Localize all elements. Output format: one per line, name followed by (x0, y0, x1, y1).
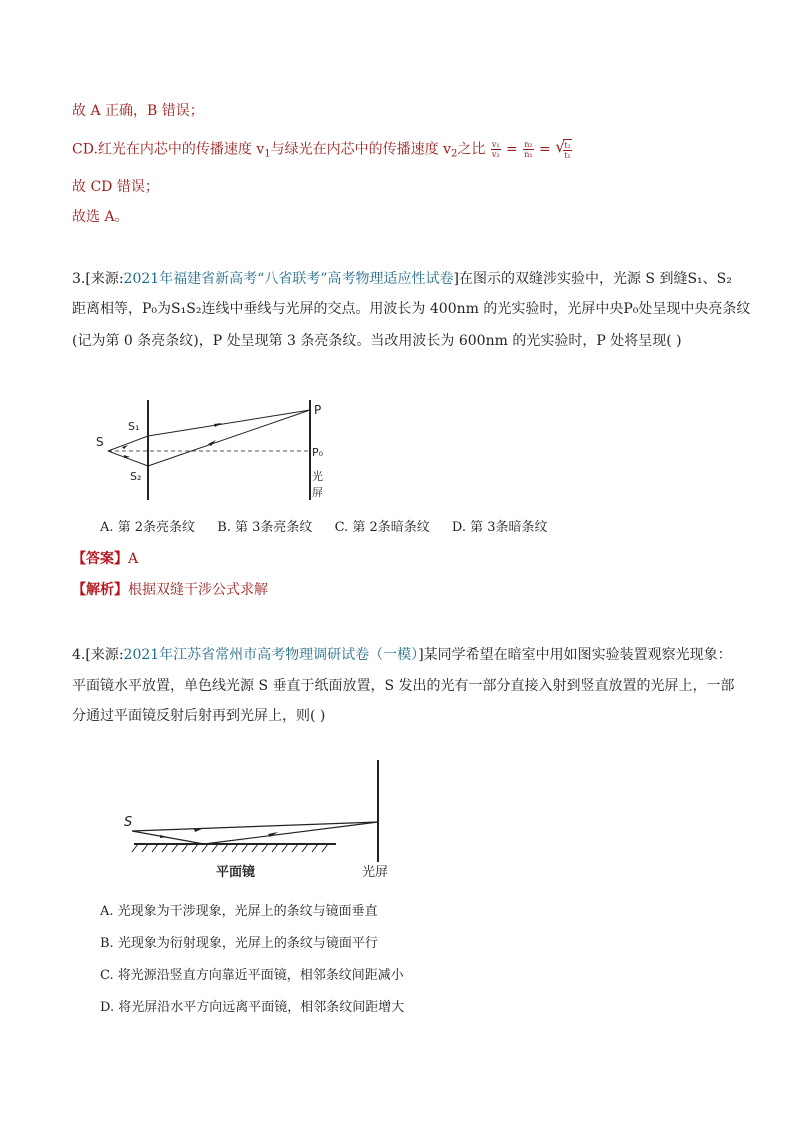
q3-answer-tag: 【答案】 (72, 551, 128, 567)
q2-cd-prefix: CD.红光在内芯中的传播速度 v (72, 141, 265, 158)
q3-label-s: S (96, 435, 104, 449)
q4-option-a[interactable]: A. 光现象为干涉现象，光屏上的条纹与镜面垂直 (100, 904, 378, 919)
q4-source: 2021年江苏省常州市高考物理调研试卷（一模） (123, 647, 419, 663)
q2-equals-2: = (539, 141, 551, 158)
q2-cd-sub2: 2 (450, 148, 458, 160)
q2-cd-mid: 与绿光在内芯中的传播速度 v (270, 141, 451, 158)
q3-stem-line3: (记为第 0 条亮条纹)，P 处呈现第 3 条亮条纹。当改用波长为 600nm 的光实验时，P 处将呈现( ) (72, 333, 682, 349)
q3-label-screen-2: 屏 (312, 486, 323, 499)
q2-conclusion-ab: 故 A 正确，B 错误； (72, 103, 204, 119)
q3-label-s1: S₁ (128, 420, 140, 433)
q3-option-a[interactable]: A. 第 2条亮条纹 (100, 520, 196, 535)
q3-stem-line1 (72, 269, 732, 289)
q3-label-screen-1: 光 (312, 470, 323, 483)
q4-incident-ray (132, 831, 204, 844)
q4-number: 4.[来源: (72, 647, 124, 663)
q3-answer (72, 549, 138, 569)
q3-stem-1: ]在图示的双缝涉实验中，光源 S 到缝S₁、S₂ (453, 271, 732, 287)
q4-option-c[interactable]: C. 将光源沿竖直方向靠近平面镜，相邻条纹间距减小 (100, 968, 404, 983)
q3-option-b[interactable]: B. 第 3条亮条纹 (217, 520, 313, 535)
q4-option-d[interactable]: D. 将光屏沿水平方向远离平面镜，相邻条纹间距增大 (100, 1000, 405, 1015)
q3-option-c[interactable]: C. 第 2条暗条纹 (334, 520, 430, 535)
q3-ray-s-s1 (108, 436, 148, 451)
q4-option-b[interactable]: B. 光现象为衍射现象，光屏上的条纹与镜面平行 (100, 936, 378, 951)
q3-analysis-tag: 【解析】 (72, 582, 128, 598)
q3-ray-s1-p (148, 410, 310, 436)
q3-analysis-text: 根据双缝干涉公式求解 (128, 582, 268, 598)
q4-stem-line3: 分通过平面镜反射后射再到光屏上，则( ) (72, 708, 326, 724)
q3-stem-line2: 距离相等，P₀为S₁S₂连线中垂线与光屏的交点。用波长为 400nm 的光实验时，光屏中央P₀处呈现中央亮条纹 (72, 301, 751, 317)
q3-number: 3.[来源: (72, 271, 124, 287)
q3-label-s2: S₂ (130, 470, 142, 483)
q4-label-s: S (124, 815, 133, 830)
q3-source: 2021年福建省新高考“八省联考”高考物理适应性试卷 (123, 271, 454, 287)
q3-options (100, 518, 566, 538)
q2-final-choice: 故选 A。 (72, 209, 129, 225)
q4-label-mirror: 平面镜 (216, 865, 256, 880)
q3-double-slit-figure (96, 396, 336, 506)
q3-option-d[interactable]: D. 第 3条暗条纹 (451, 520, 548, 535)
q2-cd-statement (72, 139, 572, 165)
q2-fraction-n: $\frac{\text{n₂}}{\text{n₁}}$ (524, 140, 533, 159)
q4-mirror-hatching (132, 844, 328, 852)
q3-ray-s-s2 (108, 451, 148, 466)
q2-cd-sub1: 1 (264, 148, 271, 160)
q2-conclusion-cd: 故 CD 错误； (72, 179, 159, 195)
q4-label-screen: 光屏 (362, 865, 389, 880)
q2-equals-1: = (506, 141, 518, 158)
q4-mirror-figure (120, 758, 400, 886)
q3-analysis (72, 580, 268, 600)
q2-cd-tail: 之比 (457, 141, 486, 158)
q3-label-p: P (314, 403, 322, 417)
q4-stem-line1 (72, 645, 732, 665)
q4-stem-1: ]某同学希望在暗室中用如图实验装置观察光现象： (418, 647, 732, 663)
q3-label-p0: P₀ (312, 446, 324, 459)
q3-ray-s2-p (148, 410, 310, 466)
q2-fraction-v: $\frac{\text{v₁}}{\text{v₂}}$ (491, 140, 500, 159)
q4-stem-line2: 平面镜水平放置，单色线光源 S 垂直于纸面放置，S 发出的光有一部分直接入射到竖直放置的光屏上，一部 (72, 678, 735, 694)
q2-sqrt-t: √ $\frac{\text{t₂}}{\text{t₁}}$ (555, 137, 571, 160)
q3-answer-value: A (128, 551, 139, 567)
